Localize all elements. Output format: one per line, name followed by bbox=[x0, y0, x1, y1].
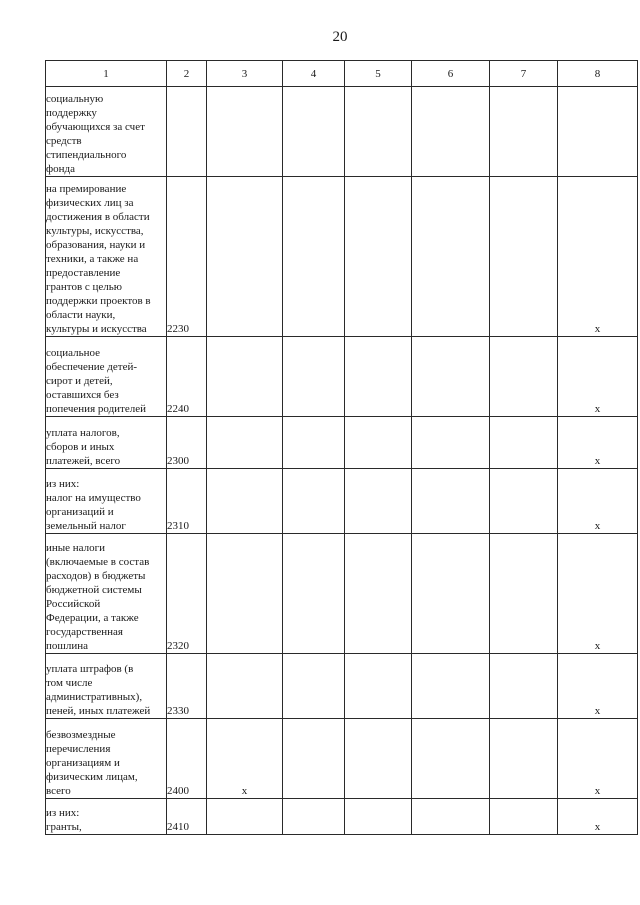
empty-cell bbox=[490, 337, 558, 417]
table-row bbox=[46, 534, 638, 654]
empty-cell bbox=[412, 177, 490, 337]
row-code-cell bbox=[167, 177, 207, 337]
col8-mark: x bbox=[594, 323, 601, 335]
empty-cell bbox=[490, 534, 558, 654]
row-label-cell bbox=[46, 417, 167, 469]
empty-cell bbox=[345, 469, 412, 534]
column-header: 1 bbox=[46, 61, 167, 87]
row-label-cell bbox=[46, 177, 167, 337]
expenses-table bbox=[45, 60, 638, 835]
table-row bbox=[46, 87, 638, 177]
row-code-cell bbox=[167, 719, 207, 799]
empty-cell bbox=[283, 719, 345, 799]
empty-cell bbox=[345, 654, 412, 719]
col8-mark: x bbox=[594, 640, 601, 652]
row-code-cell bbox=[167, 469, 207, 534]
col3-cell bbox=[207, 799, 283, 835]
row-code-cell bbox=[167, 534, 207, 654]
col3-mark: x bbox=[241, 785, 248, 797]
row-code-cell bbox=[167, 87, 207, 177]
row-code: 2400 bbox=[167, 785, 189, 797]
table-row bbox=[46, 177, 638, 337]
table-row bbox=[46, 719, 638, 799]
col8-cell bbox=[558, 799, 638, 835]
empty-cell bbox=[283, 177, 345, 337]
column-header: 8 bbox=[558, 61, 638, 87]
col8-cell bbox=[558, 87, 638, 177]
row-label: из них: гранты, bbox=[46, 807, 82, 833]
row-label: социальную поддержку обучающихся за счет средств стипендиального фонда bbox=[46, 93, 145, 175]
column-header: 2 bbox=[167, 61, 207, 87]
empty-cell bbox=[283, 87, 345, 177]
col8-cell bbox=[558, 654, 638, 719]
row-label-cell bbox=[46, 337, 167, 417]
row-code: 2410 bbox=[167, 821, 189, 833]
empty-cell bbox=[490, 654, 558, 719]
col8-cell bbox=[558, 719, 638, 799]
col3-cell bbox=[207, 469, 283, 534]
empty-cell bbox=[283, 654, 345, 719]
row-code-cell bbox=[167, 337, 207, 417]
empty-cell bbox=[283, 417, 345, 469]
row-code: 2230 bbox=[167, 323, 189, 335]
col3-cell bbox=[207, 417, 283, 469]
col3-cell bbox=[207, 87, 283, 177]
empty-cell bbox=[412, 417, 490, 469]
empty-cell bbox=[345, 417, 412, 469]
empty-cell bbox=[283, 469, 345, 534]
row-label: безвозмездные перечисления организациям и физическим лицам, всего bbox=[46, 729, 138, 797]
empty-cell bbox=[412, 337, 490, 417]
column-header: 4 bbox=[283, 61, 345, 87]
empty-cell bbox=[283, 337, 345, 417]
column-header: 3 bbox=[207, 61, 283, 87]
page-number: 20 bbox=[332, 29, 348, 45]
col8-cell bbox=[558, 469, 638, 534]
row-label-cell bbox=[46, 469, 167, 534]
empty-cell bbox=[345, 177, 412, 337]
col8-mark: x bbox=[594, 785, 601, 797]
empty-cell bbox=[490, 177, 558, 337]
row-code-cell bbox=[167, 799, 207, 835]
row-label: на премирование физических лиц за достижения в области культуры, искусства, образования, науки и техники, а также на предоставление грантов с целью поддержки проектов в области науки, культуры и искусства bbox=[46, 183, 151, 335]
empty-cell bbox=[283, 534, 345, 654]
empty-cell bbox=[412, 534, 490, 654]
row-label: уплата штрафов (в том числе административных), пеней, иных платежей bbox=[46, 663, 151, 717]
column-number-row bbox=[46, 61, 638, 87]
row-code: 2300 bbox=[167, 455, 189, 467]
table-row bbox=[46, 417, 638, 469]
empty-cell bbox=[490, 719, 558, 799]
col3-cell bbox=[207, 719, 283, 799]
empty-cell bbox=[412, 654, 490, 719]
empty-cell bbox=[412, 719, 490, 799]
row-label: иные налоги (включаемые в состав расходов) в бюджеты бюджетной системы Российской Федерации, а также государственная пошлина bbox=[46, 542, 150, 652]
column-header: 5 bbox=[345, 61, 412, 87]
table-row bbox=[46, 469, 638, 534]
col8-mark: x bbox=[594, 705, 601, 717]
row-label: социальное обеспечение детей- сирот и детей, оставшихся без попечения родителей bbox=[46, 347, 146, 415]
row-label-cell bbox=[46, 719, 167, 799]
col8-mark: x bbox=[594, 455, 601, 467]
empty-cell bbox=[345, 337, 412, 417]
row-code: 2240 bbox=[167, 403, 189, 415]
row-code: 2320 bbox=[167, 640, 189, 652]
empty-cell bbox=[412, 799, 490, 835]
col8-mark: x bbox=[594, 821, 601, 833]
table-row bbox=[46, 337, 638, 417]
col8-mark: x bbox=[594, 403, 601, 415]
row-label: уплата налогов, сборов и иных платежей, всего bbox=[46, 427, 121, 467]
row-label-cell bbox=[46, 87, 167, 177]
col8-cell bbox=[558, 417, 638, 469]
col3-cell bbox=[207, 337, 283, 417]
col8-mark: x bbox=[594, 520, 601, 532]
table-row bbox=[46, 654, 638, 719]
column-header: 6 bbox=[412, 61, 490, 87]
empty-cell bbox=[490, 87, 558, 177]
row-label-cell bbox=[46, 799, 167, 835]
col3-cell bbox=[207, 177, 283, 337]
empty-cell bbox=[490, 417, 558, 469]
row-label-cell bbox=[46, 534, 167, 654]
col8-cell bbox=[558, 337, 638, 417]
empty-cell bbox=[283, 799, 345, 835]
col8-cell bbox=[558, 534, 638, 654]
empty-cell bbox=[412, 87, 490, 177]
empty-cell bbox=[345, 87, 412, 177]
empty-cell bbox=[345, 719, 412, 799]
empty-cell bbox=[345, 799, 412, 835]
table-row bbox=[46, 799, 638, 835]
row-label-cell bbox=[46, 654, 167, 719]
row-code: 2330 bbox=[167, 705, 189, 717]
empty-cell bbox=[345, 534, 412, 654]
empty-cell bbox=[490, 799, 558, 835]
col3-cell bbox=[207, 534, 283, 654]
row-code-cell bbox=[167, 417, 207, 469]
row-code: 2310 bbox=[167, 520, 189, 532]
col3-cell bbox=[207, 654, 283, 719]
row-code-cell bbox=[167, 654, 207, 719]
row-label: из них: налог на имущество организаций и земельный налог bbox=[46, 478, 141, 532]
empty-cell bbox=[412, 469, 490, 534]
empty-cell bbox=[490, 469, 558, 534]
col8-cell bbox=[558, 177, 638, 337]
column-header: 7 bbox=[490, 61, 558, 87]
